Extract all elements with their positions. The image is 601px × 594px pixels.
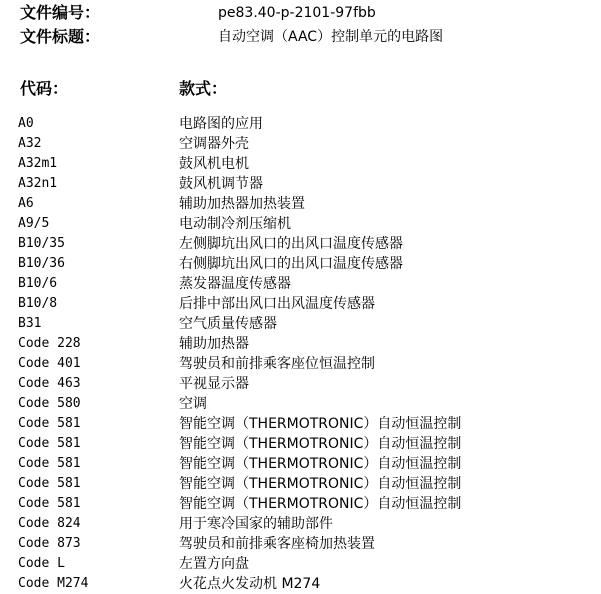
component-code: Code 581	[18, 456, 81, 471]
table-row	[0, 334, 601, 354]
table-row	[0, 354, 601, 374]
component-code: Code 581	[18, 416, 81, 431]
component-code: A9/5	[18, 216, 50, 231]
table-row	[0, 114, 601, 134]
component-code: Code 581	[18, 476, 81, 491]
table-row	[0, 514, 601, 534]
component-description: 电路图的应用	[179, 116, 263, 132]
component-description: 电动制冷剂压缩机	[179, 216, 291, 232]
component-description: 火花点火发动机 M274	[179, 576, 321, 592]
component-description: 鼓风机调节器	[179, 176, 263, 192]
component-description: 辅助加热器	[179, 336, 249, 352]
style-column-header: 款式：	[179, 79, 228, 98]
component-description: 平视显示器	[179, 376, 249, 392]
component-description: 智能空调（THERMOTRONIC）自动恒温控制	[179, 436, 462, 452]
doc-number-value: pe83.40-p-2101-97fbb	[218, 5, 376, 21]
component-description: 空调	[179, 396, 207, 412]
component-description: 空气质量传感器	[179, 316, 277, 332]
table-row	[0, 254, 601, 274]
table-row	[0, 294, 601, 314]
table-row	[0, 474, 601, 494]
component-description: 驾驶员和前排乘客座位恒温控制	[179, 356, 375, 372]
table-row	[0, 434, 601, 454]
component-code: Code M274	[18, 576, 89, 591]
component-code: B10/36	[18, 256, 65, 271]
component-code: A6	[18, 196, 34, 211]
table-row	[0, 454, 601, 474]
doc-number-label: 文件编号：	[20, 3, 101, 22]
component-list	[0, 114, 601, 594]
component-description: 鼓风机电机	[179, 156, 249, 172]
doc-title-value: 自动空调（AAC）控制单元的电路图	[218, 29, 444, 45]
component-code: Code 401	[18, 356, 81, 371]
component-code: A32n1	[18, 176, 58, 191]
component-description: 后排中部出风口出风温度传感器	[179, 296, 375, 312]
table-row	[0, 314, 601, 334]
component-description: 用于寒冷国家的辅助部件	[179, 516, 333, 532]
table-row	[0, 494, 601, 514]
table-row	[0, 534, 601, 554]
component-description: 左置方向盘	[179, 556, 249, 572]
component-description: 辅助加热器加热装置	[179, 196, 305, 212]
table-row	[0, 214, 601, 234]
table-row	[0, 234, 601, 254]
component-description: 智能空调（THERMOTRONIC）自动恒温控制	[179, 476, 462, 492]
table-row	[0, 574, 601, 594]
table-row	[0, 414, 601, 434]
component-description: 右侧脚坑出风口的出风口温度传感器	[179, 256, 403, 272]
component-code: Code 463	[18, 376, 81, 391]
component-code: A32	[18, 136, 42, 151]
doc-title-label: 文件标题：	[20, 27, 101, 46]
component-code: Code 824	[18, 516, 81, 531]
component-code: B10/8	[18, 296, 58, 311]
table-row	[0, 134, 601, 154]
component-description: 蒸发器温度传感器	[179, 276, 291, 292]
component-code: Code 581	[18, 436, 81, 451]
component-description: 智能空调（THERMOTRONIC）自动恒温控制	[179, 416, 462, 432]
table-row	[0, 394, 601, 414]
table-row	[0, 154, 601, 174]
component-code: A32m1	[18, 156, 58, 171]
component-description: 空调器外壳	[179, 136, 249, 152]
table-row	[0, 554, 601, 574]
component-code: B31	[18, 316, 42, 331]
component-code: B10/35	[18, 236, 65, 251]
component-code: Code 581	[18, 496, 81, 511]
table-row	[0, 374, 601, 394]
component-code: Code 873	[18, 536, 81, 551]
table-row	[0, 274, 601, 294]
component-description: 驾驶员和前排乘客座椅加热装置	[179, 536, 375, 552]
table-row	[0, 194, 601, 214]
component-description: 左侧脚坑出风口的出风口温度传感器	[179, 236, 403, 252]
component-description: 智能空调（THERMOTRONIC）自动恒温控制	[179, 496, 462, 512]
code-column-header: 代码：	[20, 79, 69, 98]
component-code: B10/6	[18, 276, 58, 291]
component-code: Code L	[18, 556, 65, 571]
component-code: Code 580	[18, 396, 81, 411]
component-description: 智能空调（THERMOTRONIC）自动恒温控制	[179, 456, 462, 472]
table-row	[0, 174, 601, 194]
component-code: Code 228	[18, 336, 81, 351]
component-code: A0	[18, 116, 34, 131]
